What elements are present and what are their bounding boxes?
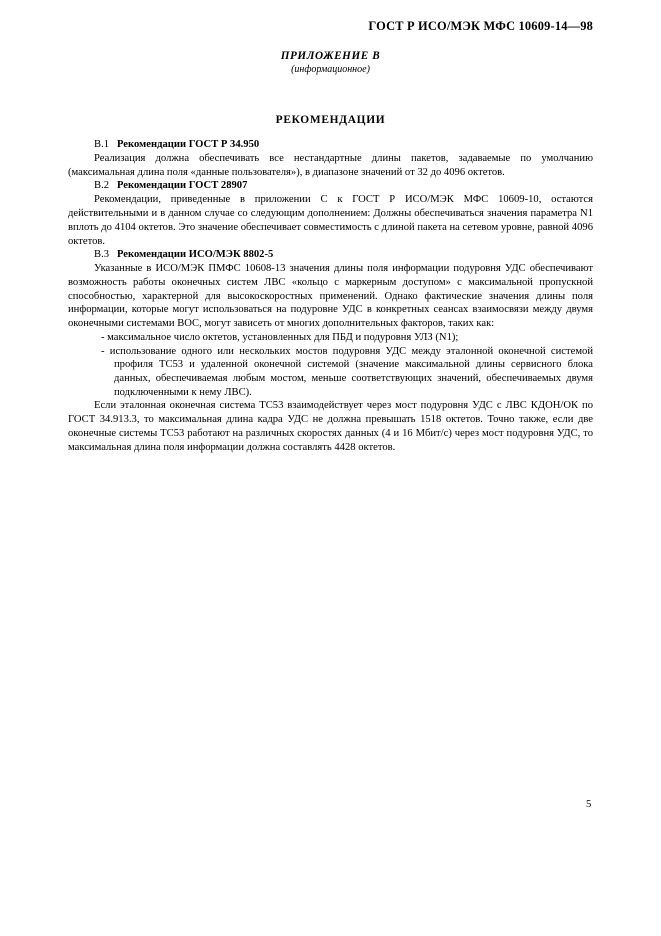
- section-b3-closing-paragraph: Если эталонная оконечная система ТС53 взаимодействует через мост подуровня УДС с ЛВС КДОН/ОК по ГОСТ 34.913.3, то максимальная длина кадра УДС не должна превышать 1518 октетов. Точно также, если две оконечные системы ТС53 работают на различных скоростях данных (4 и 16 Мбит/с) через мост подуровня УДС, то максимальная длина поля информации должна составлять 4428 октетов.: [68, 400, 593, 453]
- section-heading-b2: [68, 179, 593, 193]
- section-heading-b3: [68, 248, 593, 262]
- section-name-b3: Рекомендации ИСО/МЭК 8802-5: [116, 249, 274, 261]
- page-number: 5: [586, 799, 592, 810]
- section-number-b1: В.1: [94, 139, 110, 150]
- section-number-b3: В.3: [94, 249, 110, 261]
- list-item: - использование одного или нескольких мостов подуровня УДС между эталонной оконечной системой профиля ТС53 и удаленной оконечной системой (значение максимальной длины сервисного блока данных, обеспечиваемая любым мостом, меньше соответствующих значений, обеспечиваемых двумя подключенными к нему ЛВС).: [101, 345, 593, 398]
- section-b1-paragraph-1: Реализация должна обеспечивать все нестандартные длины пакетов, задаваемые по умолчанию (максимальная длина поля «данные пользователя»), в диапазоне значений от 32 до 4096 октетов.: [68, 152, 593, 178]
- section-b3-factor-list: [68, 331, 593, 400]
- section-name-b2: Рекомендации ГОСТ 28907: [116, 180, 248, 192]
- document-content: [68, 50, 593, 454]
- page-header-standard-number: ГОСТ Р ИСО/МЭК МФС 10609-14—98: [368, 19, 593, 33]
- section-name-b1: Рекомендации ГОСТ Р 34.950: [116, 139, 260, 150]
- section-number-b2: В.2: [94, 180, 110, 192]
- appendix-subtitle: (информационное): [291, 64, 370, 75]
- section-heading-b1: [68, 138, 593, 152]
- list-item: - максимальное число октетов, установленных для ПБД и подуровня УЛЗ (N1);: [101, 331, 459, 343]
- page-title: РЕКОМЕНДАЦИИ: [275, 114, 386, 126]
- appendix-title: ПРИЛОЖЕНИЕ В: [280, 50, 381, 62]
- section-b2-paragraph-1: Рекомендации, приведенные в приложении С к ГОСТ Р ИСО/МЭК МФС 10609-10, остаются действительными и в данном случае со следующим дополнением: Должны обеспечиваться значения параметра N1 вплоть до 4104 октетов. Это значение обеспечивает совместимость с длиной пакета на сетевом уровне, равной 4096 октетов.: [68, 194, 593, 247]
- section-b3-paragraph-1: Указанные в ИСО/МЭК ПМФС 10608-13 значения длины поля информации подуровня УДС обеспечивают возможность работы оконечных систем ЛВС «кольцо с маркерным доступом» с максимальной пропускной способностью, характерной для высокоскоростных применений. Однако фактические значения длины поля информации, которые могут использоваться на подуровне УДС в конкретных сеансах взаимосвязи между двумя оконечными системами ВОС, могут зависеть от многих дополнительных факторов, таких как:: [68, 263, 593, 330]
